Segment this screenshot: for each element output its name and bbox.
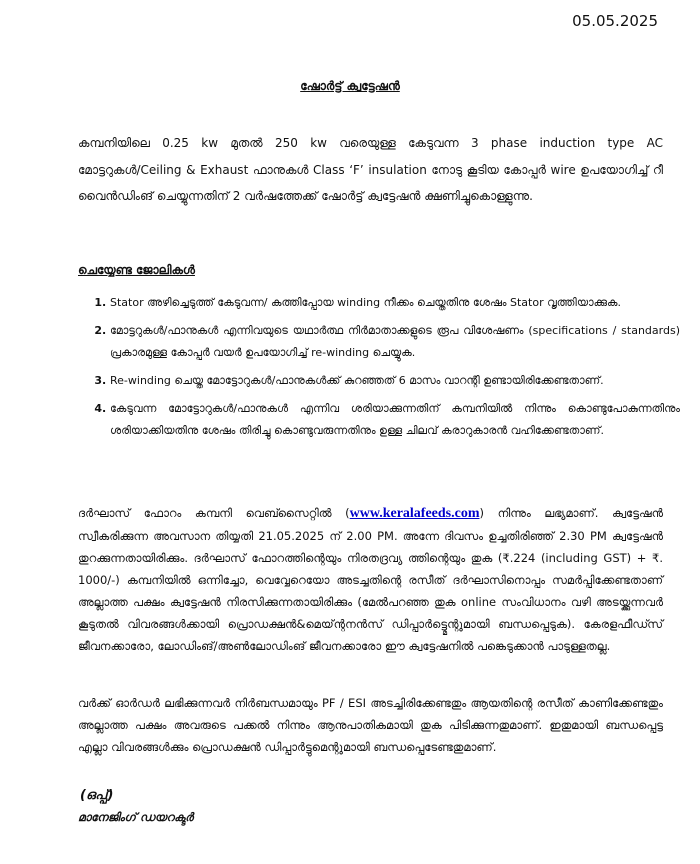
tender-details-paragraph bbox=[78, 502, 663, 657]
intro-paragraph: കമ്പനിയിലെ 0.25 kw മുതൽ 250 kw വരെയുള്ള കേടുവന്ന 3 phase induction type AC മോട്ടറുകൾ/Ceiling & Exhaust ഫാനുകൾ Class ‘F’ insulation നോടു കൂടിയ കോപ്പർ wire ഉപയോഗിച്ച് റീ വൈൻഡിംങ് ചെയ്യുന്നതിന് 2 വർഷത്തേക്ക് ഷോർട്ട് ക്വട്ടേഷൻ ക്ഷണിച്ചുകൊള്ളുന്നു. bbox=[78, 136, 663, 203]
task-text-4: കേടുവന്ന മോട്ടോറുകൾ/ഫാനുകൾ എന്നിവ ശരിയാക്കുന്നതിന് കമ്പനിയിൽ നിന്നും കൊണ്ടുപോകുന്നതിനും ശരിയാക്കിയതിനു ശേഷം തിരിച്ചു കൊണ്ടുവരുന്നതിനും ഉള്ള ചിലവ് കരാറുകാരൻ വഹിക്കേണ്ടതാണ്. bbox=[110, 402, 680, 437]
task-text-3: Re-winding ചെയ്ത മോട്ടോറുകൾ/ഫാനുകൾക്ക് കുറഞ്ഞത് 6 മാസം വാറന്റി ഉണ്ടായിരിക്കേണ്ടതാണ്. bbox=[110, 374, 604, 387]
task-item-4 bbox=[110, 398, 680, 442]
task-text-2: മോട്ടറുകൾ/ഫാനുകൾ എന്നിവയുടെ യഥാർത്ഥ നിർമാതാക്കളുടെ രൂപ വിശേഷണം (specifications / standards) പ്രകാരമുള്ള കോപ്പർ വയർ ഉപയോഗിച്ച് re-winding ചെയ്യുക. bbox=[110, 324, 680, 359]
signature: (ഒപ്പ്) bbox=[80, 788, 114, 803]
para2-after-link: ) നിന്നും ലഭ്യമാണ്. ക്വട്ടേഷൻ സ്വീകരിക്കുന്ന അവസാന തിയ്യതി 21.05.2025 ന് 2.00 PM. അന്നേ ദിവസം ഉച്ചതിരിഞ്ഞ് 2.30 PM ക്വട്ടേഷൻ തുറക്കുന്നതായിരിക്കും. ദർഘാസ് ഫോറത്തിന്റെയും നിരതദ്രവ്യ ത്തിന്റെയും തുക (₹.224 (including GST) + ₹. 1000/-) കമ്പനിയിൽ ഒന്നിച്ചോ, വെവ്വേറെയോ അടച്ചതിന്റെ രസീത് ദർഘാസിനൊപ്പം സമർപ്പിക്കേണ്ടതാണ് അല്ലാത്ത പക്ഷം ക്വട്ടേഷൻ നിരസിക്കുന്നതായിരിക്കും (മേൽപറഞ്ഞ തുക online സംവിധാനം വഴി അടയ്ക്കുന്നവർ കൂടുതൽ വിവരങ്ങൾക്കായി പ്രൊഡക്ഷൻ&മെയ്ന്റനൻസ് ഡിപ്പാർട്ട്മെന്റുമായി ബന്ധപ്പെടുക). കേരളഫീഡ്സ് ജീവനക്കാരോ, ലോഡിംങ്/അൺലോഡിംങ് ജീവനക്കാരോ ഈ ക്വട്ടേഷനിൽ പങ്കെടുക്കാൻ പാടുള്ളതല്ല. bbox=[78, 506, 664, 653]
designation: മാനേജിംഗ് ഡയറക്ടർ bbox=[78, 810, 194, 824]
document-title: ഷോർട്ട് ക്വട്ടേഷൻ bbox=[300, 79, 400, 93]
para2-before-link: ദർഘാസ് ഫോറം കമ്പനി വെബ്സൈറ്റിൽ ( bbox=[78, 506, 350, 520]
task-item-2 bbox=[110, 320, 680, 364]
task-item-1 bbox=[110, 292, 680, 314]
tasks-heading: ചെയ്യേണ്ട ജോലികൾ bbox=[78, 263, 195, 277]
website-link[interactable]: www.keralafeeds.com bbox=[349, 506, 480, 521]
document-date: 05.05.2025 bbox=[572, 12, 658, 30]
task-item-3 bbox=[110, 370, 680, 392]
task-text-1: Stator അഴിച്ചെടുത്ത് കേടുവന്ന/ കത്തിപ്പോയ winding നീക്കം ചെയ്തതിനു ശേഷം Stator വൃത്തിയാക്കുക. bbox=[110, 296, 621, 309]
work-order-paragraph: വർക്ക് ഓർഡർ ലഭിക്കുന്നവർ നിർബന്ധമായും PF / ESI അടച്ചിരിക്കേണ്ടതും ആയതിന്റെ രസീത് കാണിക്കേണ്ടതും അല്ലാത്ത പക്ഷം അവരുടെ പക്കൽ നിന്നും ആനുപാതികമായി തുക പിടിക്കുന്നതുമാണ്. ഇതുമായി ബന്ധപ്പെട്ട എല്ലാ വിവരങ്ങൾക്കും പ്രൊഡക്ഷൻ ഡിപ്പാർട്ടുമെന്റുമായി ബന്ധപ്പെടേണ്ടതുമാണ്. bbox=[78, 696, 663, 754]
tasks-list bbox=[78, 292, 680, 448]
